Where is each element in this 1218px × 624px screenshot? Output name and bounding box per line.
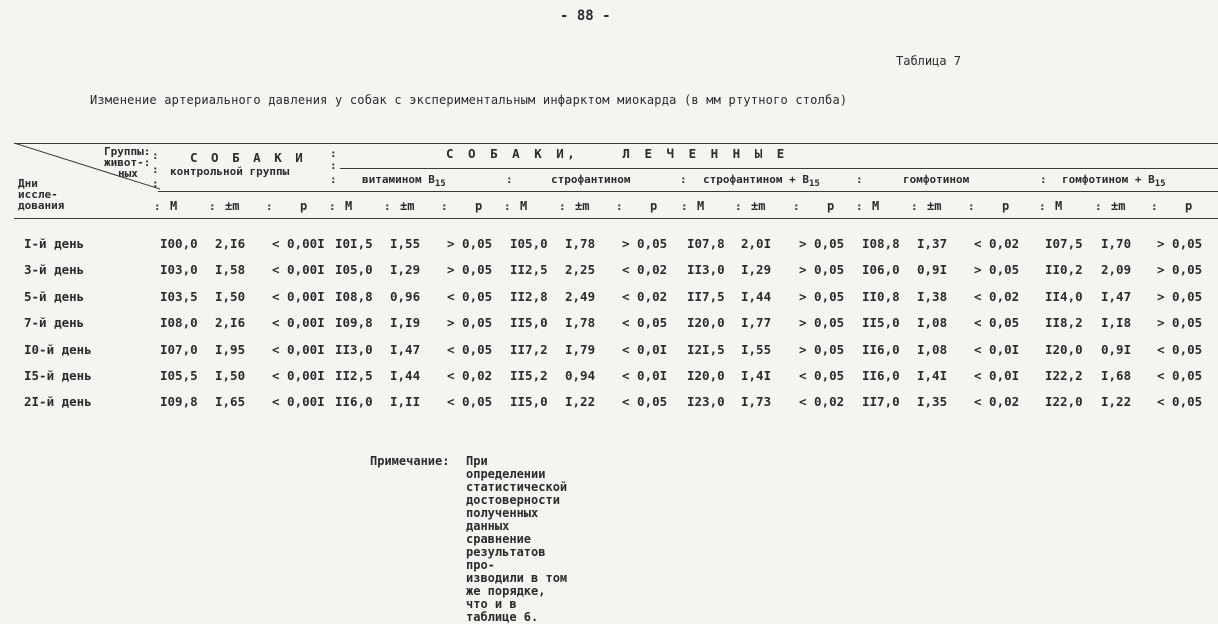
table-cell-sd: I,50	[215, 368, 246, 383]
table-cell-p: > 0,05	[1157, 315, 1203, 331]
table-cell-p: < 0,00I	[272, 236, 325, 251]
stat-header-m: М	[697, 199, 705, 213]
table-cell-p: > 0,05	[447, 262, 493, 278]
table-cell-p: < 0,05	[447, 394, 493, 410]
table-cell-sd: I,37	[917, 236, 948, 251]
table-cell-m: I09,8	[335, 315, 373, 331]
stat-divider: :	[1151, 200, 1158, 213]
row-day-label: 7-й день	[24, 315, 85, 331]
table-cell-p: < 0,05	[622, 315, 668, 331]
table-cell-sd: I,65	[215, 394, 246, 410]
table-cell-sd: I,I8	[1101, 315, 1132, 331]
table-cell-p: < 0,05	[622, 394, 668, 410]
table-cell-sd: I,22	[565, 394, 596, 410]
table-cell-m: II3,0	[335, 341, 373, 357]
table-cell-sd: I,79	[565, 341, 596, 357]
table-cell-p: < 0,05	[1157, 368, 1203, 383]
stat-divider: :	[209, 200, 216, 213]
treatment-gomphotin-b15: гомфотином + $B_{15}$	[1062, 173, 1166, 190]
table-cell-sd: I,4I	[741, 368, 772, 383]
footnote-line: При определении статистической достоверности	[466, 454, 568, 507]
table-cell-p: > 0,05	[799, 315, 845, 331]
table-cell-p: < 0,02	[799, 394, 845, 410]
treatment-vitamin-b15: витамином $B_{15}$	[362, 173, 446, 190]
row-day-label: I0-й день	[24, 341, 92, 357]
table-cell-m: I07,8	[687, 236, 725, 251]
table-cell-sd: 0,9I	[1101, 341, 1132, 357]
table-cell-sd: I,50	[215, 288, 246, 304]
table-cell-p: < 0,02	[622, 288, 668, 304]
table-cell-sd: I,44	[390, 368, 421, 383]
table-cell-m: I09,8	[160, 394, 198, 410]
stat-divider: :	[504, 200, 511, 213]
table-cell-p: < 0,0I	[622, 341, 668, 357]
table-cell-sd: 0,9I	[917, 262, 948, 278]
stat-header-m: М	[170, 199, 178, 213]
stat-divider: :	[856, 200, 863, 213]
stat-header-p: р	[827, 199, 835, 213]
row-day-label: I-й день	[24, 236, 85, 251]
table-cell-m: II7,5	[687, 288, 725, 304]
table-cell-sd: 2,I6	[215, 236, 246, 251]
table-cell-p: < 0,05	[447, 288, 493, 304]
table-cell-p: > 0,05	[799, 341, 845, 357]
treated-group-rule	[340, 168, 1218, 169]
table-cell-m: II0,2	[1045, 262, 1083, 278]
stat-header-sd: ±m	[575, 199, 590, 213]
table-cell-sd: 2,0I	[741, 236, 772, 251]
table-cell-p: < 0,05	[1157, 394, 1203, 410]
table-cell-m: II2,5	[335, 368, 373, 383]
table-cell-p: < 0,05	[447, 341, 493, 357]
table-cell-sd: I,95	[215, 341, 246, 357]
stat-divider: :	[329, 200, 336, 213]
table-cell-sd: I,47	[1101, 288, 1132, 304]
table-cell-p: > 0,05	[447, 236, 493, 251]
days-header-line-2: иссле-	[18, 188, 58, 201]
stat-divider: :	[441, 200, 448, 213]
stat-header-p: р	[650, 199, 658, 213]
header-divider: :	[330, 147, 337, 160]
table-cell-m: II5,0	[510, 315, 548, 331]
days-header-line-3: дования	[18, 199, 65, 212]
stat-header-p: р	[1002, 199, 1010, 213]
footnote-text	[466, 455, 567, 624]
stat-header-p: р	[300, 199, 308, 213]
table-cell-p: > 0,05	[1157, 236, 1203, 251]
table-cell-m: II2,5	[510, 262, 548, 278]
table-cell-p: > 0,05	[974, 262, 1020, 278]
groups-header-line-3: ных	[118, 167, 138, 180]
stat-header-m: М	[872, 199, 880, 213]
table-cell-m: II7,0	[862, 394, 900, 410]
header-divider: :	[152, 149, 159, 162]
row-day-label: 3-й день	[24, 262, 85, 278]
footnote-label: Примечание:	[370, 454, 450, 468]
table-cell-m: I20,0	[1045, 341, 1083, 357]
table-cell-sd: I,35	[917, 394, 948, 410]
table-cell-sd: I,38	[917, 288, 948, 304]
header-divider: :	[330, 159, 337, 172]
stat-header-sd: ±m	[400, 199, 415, 213]
table-label: Таблица 7	[896, 54, 962, 68]
table-cell-p: < 0,00I	[272, 368, 325, 383]
table-cell-sd: 0,94	[565, 368, 596, 383]
table-cell-m: I07,5	[1045, 236, 1083, 251]
table-cell-m: I03,0	[160, 262, 198, 278]
table-cell-sd: I,77	[741, 315, 772, 331]
stat-divider: :	[1095, 200, 1102, 213]
days-header-line-1: Дни	[18, 177, 38, 190]
stat-header-m: М	[1055, 199, 1063, 213]
row-day-label: 2I-й день	[24, 394, 92, 410]
stat-divider: :	[793, 200, 800, 213]
stat-header-p: р	[1185, 199, 1193, 213]
table-cell-sd: I,08	[917, 341, 948, 357]
table-cell-sd: I,44	[741, 288, 772, 304]
table-cell-p: > 0,05	[622, 236, 668, 251]
table-cell-sd: 0,96	[390, 288, 421, 304]
table-cell-m: II7,2	[510, 341, 548, 357]
table-cell-m: II5,0	[862, 315, 900, 331]
table-cell-sd: I,70	[1101, 236, 1132, 251]
table-cell-p: < 0,02	[622, 262, 668, 278]
table-cell-sd: I,29	[741, 262, 772, 278]
table-cell-m: I05,0	[335, 262, 373, 278]
table-cell-m: II5,2	[510, 368, 548, 383]
table-cell-p: < 0,00I	[272, 315, 325, 331]
footnote-line: полученных данных сравнение результатов про-	[466, 506, 546, 572]
table-cell-m: II2,8	[510, 288, 548, 304]
stat-divider: :	[559, 200, 566, 213]
table-cell-p: < 0,00I	[272, 288, 325, 304]
table-cell-m: I20,0	[687, 368, 725, 383]
table-cell-sd: I,08	[917, 315, 948, 331]
table-cell-p: < 0,00I	[272, 341, 325, 357]
table-cell-m: I00,0	[160, 236, 198, 251]
table-cell-p: < 0,0I	[974, 368, 1020, 383]
table-cell-p: < 0,02	[974, 236, 1020, 251]
table-cell-sd: I,47	[390, 341, 421, 357]
control-group-subtitle: контрольной группы	[170, 165, 290, 178]
header-divider: :	[152, 177, 159, 190]
table-cell-m: I03,5	[160, 288, 198, 304]
page-number: - 88 -	[560, 8, 611, 24]
stat-header-sd: ±m	[1111, 199, 1126, 213]
table-cell-sd: I,55	[390, 236, 421, 251]
table-cell-sd: I,68	[1101, 368, 1132, 383]
table-cell-sd: I,78	[565, 236, 596, 251]
table-cell-p: < 0,0I	[622, 368, 668, 383]
groups-header-line-1: Группы:	[104, 145, 151, 158]
stat-divider: :	[154, 200, 161, 213]
table-cell-m: II8,2	[1045, 315, 1083, 331]
stat-divider: :	[616, 200, 623, 213]
header-divider: :	[1040, 173, 1047, 186]
table-cell-m: II6,0	[862, 341, 900, 357]
stat-divider: :	[681, 200, 688, 213]
stat-divider: :	[968, 200, 975, 213]
table-cell-p: > 0,05	[1157, 262, 1203, 278]
table-cell-m: I23,0	[687, 394, 725, 410]
table-cell-p: > 0,05	[799, 236, 845, 251]
table-cell-m: I22,0	[1045, 394, 1083, 410]
stat-divider: :	[735, 200, 742, 213]
table-cell-m: I20,0	[687, 315, 725, 331]
table-cell-p: > 0,05	[799, 262, 845, 278]
subheader-rule	[158, 191, 1218, 192]
header-divider: :	[330, 173, 337, 186]
stat-header-p: р	[475, 199, 483, 213]
table-cell-m: I22,2	[1045, 368, 1083, 383]
treatment-strophanthin-b15: строфантином + $B_{15}$	[703, 173, 820, 190]
table-cell-p: < 0,05	[974, 315, 1020, 331]
row-day-label: I5-й день	[24, 368, 92, 383]
table-cell-m: II4,0	[1045, 288, 1083, 304]
table-cell-sd: I,58	[215, 262, 246, 278]
table-cell-p: < 0,00I	[272, 262, 325, 278]
table-cell-sd: I,I9	[390, 315, 421, 331]
table-cell-m: I0I,5	[335, 236, 373, 251]
table-cell-sd: 2,I6	[215, 315, 246, 331]
row-day-label: 5-й день	[24, 288, 85, 304]
stat-header-sd: ±m	[751, 199, 766, 213]
table-cell-p: > 0,05	[799, 288, 845, 304]
table-cell-m: II0,8	[862, 288, 900, 304]
table-cell-p: < 0,0I	[974, 341, 1020, 357]
table-cell-sd: I,73	[741, 394, 772, 410]
table-cell-sd: I,55	[741, 341, 772, 357]
table-cell-sd: I,II	[390, 394, 421, 410]
header-bottom-rule	[14, 218, 1218, 219]
stat-divider: :	[1039, 200, 1046, 213]
table-cell-sd: 2,25	[565, 262, 596, 278]
header-divider: :	[856, 173, 863, 186]
table-cell-sd: 2,09	[1101, 262, 1132, 278]
table-cell-m: II5,0	[510, 394, 548, 410]
treated-group-title: С О Б А К И, Л Е Ч Е Н Н Ы Е	[446, 146, 788, 161]
stat-divider: :	[384, 200, 391, 213]
table-cell-p: > 0,05	[1157, 288, 1203, 304]
table-cell-m: II3,0	[687, 262, 725, 278]
table-cell-sd: I,4I	[917, 368, 948, 383]
table-cell-p: < 0,02	[974, 288, 1020, 304]
table-cell-sd: I,29	[390, 262, 421, 278]
stat-header-sd: ±m	[927, 199, 942, 213]
table-cell-p: > 0,05	[447, 315, 493, 331]
table-cell-sd: 2,49	[565, 288, 596, 304]
table-cell-m: I06,0	[862, 262, 900, 278]
treatment-strophanthin: строфантином	[551, 173, 631, 186]
stat-header-sd: ±m	[225, 199, 240, 213]
table-cell-m: I08,8	[862, 236, 900, 251]
table-cell-sd: I,78	[565, 315, 596, 331]
stat-divider: :	[266, 200, 273, 213]
table-cell-m: I05,5	[160, 368, 198, 383]
stat-divider: :	[911, 200, 918, 213]
table-cell-sd: I,22	[1101, 394, 1132, 410]
table-cell-m: II6,0	[335, 394, 373, 410]
table-cell-p: < 0,05	[1157, 341, 1203, 357]
table-cell-p: < 0,02	[447, 368, 493, 383]
table-cell-m: I08,0	[160, 315, 198, 331]
footnote-line: изводили в том же порядке, что и в таблице 6.	[466, 571, 568, 624]
groups-header-line-2: живот-:	[104, 156, 151, 169]
table-cell-p: < 0,00I	[272, 394, 325, 410]
control-group-title: С О Б А К И	[190, 150, 306, 165]
table-caption: Изменение артериального давления у собак с экспериментальным инфарктом миокарда (в мм ртутного столба)	[90, 93, 848, 107]
table-cell-m: I07,0	[160, 341, 198, 357]
stat-header-m: М	[520, 199, 528, 213]
table-cell-m: I08,8	[335, 288, 373, 304]
header-divider: :	[680, 173, 687, 186]
table-cell-m: I2I,5	[687, 341, 725, 357]
treatment-gomphotin: гомфотином	[903, 173, 970, 186]
table-top-rule	[14, 143, 1218, 144]
table-cell-p: < 0,02	[974, 394, 1020, 410]
header-divider: :	[506, 173, 513, 186]
table-cell-m: I05,0	[510, 236, 548, 251]
table-cell-p: < 0,05	[799, 368, 845, 383]
stat-header-m: М	[345, 199, 353, 213]
table-cell-m: II6,0	[862, 368, 900, 383]
header-divider: :	[152, 163, 159, 176]
